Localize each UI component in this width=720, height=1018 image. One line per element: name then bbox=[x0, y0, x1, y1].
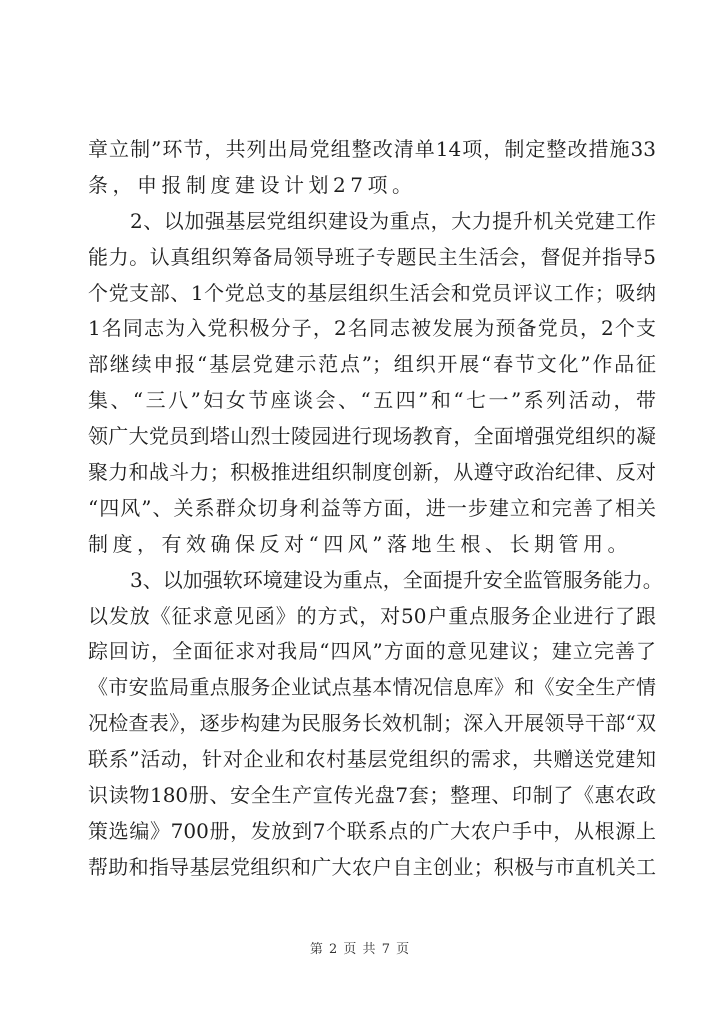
text-line: 2、以加强基层党组织建设为重点，大力提升机关党建工作 bbox=[130, 208, 656, 233]
text-line: 帮助和指导基层党组织和广大农户自主创业；积极与市直机关工 bbox=[88, 854, 656, 879]
text-line: 条，申报制度建设计划27项。 bbox=[88, 172, 417, 197]
page-footer: 第 2 页 共 7 页 bbox=[309, 942, 411, 957]
text-line: 能力。认真组织筹备局领导班子专题民主生活会，督促并指导5 bbox=[88, 244, 656, 269]
text-line: 况检查表》，逐步构建为民服务长效机制；深入开展领导干部“双 bbox=[88, 711, 656, 736]
text-line: 聚力和战斗力；积极推进组织制度创新，从遵守政治纪律、反对 bbox=[88, 460, 656, 485]
text-line: 制度，有效确保反对“四风”落地生根、长期管用。 bbox=[88, 531, 632, 556]
text-line: 策选编》700册，发放到7个联系点的广大农户手中，从根源上 bbox=[88, 818, 656, 843]
document-body bbox=[88, 132, 663, 886]
text-line: 联系”活动，针对企业和农村基层党组织的需求，共赠送党建知 bbox=[88, 747, 656, 772]
text-line: 部继续申报“基层党建示范点”；组织开展“春节文化”作品征 bbox=[88, 352, 656, 377]
text-line: 3、以加强软环境建设为重点，全面提升安全监管服务能力。 bbox=[130, 567, 663, 592]
text-line: 集、“三八”妇女节座谈会、“五四”和“七一”系列活动，带 bbox=[88, 388, 656, 413]
text-line: “四风”、关系群众切身利益等方面，进一步建立和完善了相关 bbox=[88, 495, 656, 520]
text-line: 以发放《征求意见函》的方式，对50户重点服务企业进行了跟 bbox=[88, 603, 656, 628]
text-line: 《市安监局重点服务企业试点基本情况信息库》和《安全生产情 bbox=[88, 675, 656, 700]
text-line: 识读物180册、安全生产宣传光盘7套；整理、印制了《惠农政 bbox=[88, 783, 656, 808]
text-line: 个党支部、1个党总支的基层组织生活会和党员评议工作；吸纳 bbox=[88, 280, 656, 305]
text-line: 章立制”环节，共列出局党组整改清单14项，制定整改措施33 bbox=[88, 137, 656, 161]
text-line: 踪回访，全面征求对我局“四风”方面的意见建议；建立完善了 bbox=[88, 639, 656, 664]
text-line: 领广大党员到塔山烈士陵园进行现场教育，全面增强党组织的凝 bbox=[88, 424, 656, 449]
text-line: 1名同志为入党积极分子，2名同志被发展为预备党员，2个支 bbox=[88, 316, 656, 341]
